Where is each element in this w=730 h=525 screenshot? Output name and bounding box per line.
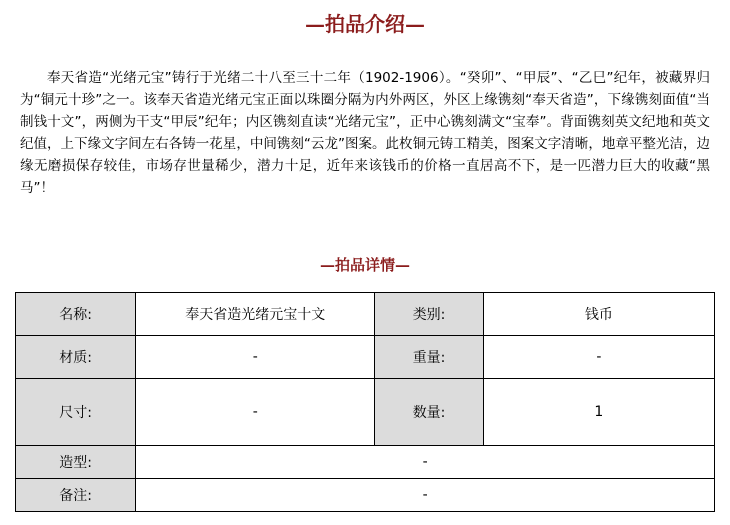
details-row-shape	[16, 446, 715, 479]
intro-paragraph: 奉天省造“光绪元宝”铸行于光绪二十八至三十二年（1902-1906）。“癸卯”、“甲辰”、“乙巳”纪年，被藏界归为“铜元十珍”之一。该奉天省造光绪元宝正面以珠圈分隔为内外两区，外区上缘镌刻“奉天省造”，下缘镌刻面值“当制钱十文”，两侧为干支“甲辰”纪年；内区镌刻直读“光绪元宝”，正中心镌刻满文“宝奉”。背面镌刻英文纪地和英文纪值，上下缘文字间左右各铸一花星，中间镌刻“云龙”图案。此枚铜元铸工精美，图案文字清晰，地章平整光洁，边缘无磨损保存较佳，市场存世量稀少，潜力十足，近年来该钱币的价格一直居高不下，是一匹潜力巨大的收藏“黑马”！	[20, 70, 710, 196]
weight-label: 重量:	[375, 336, 483, 379]
details-table	[15, 292, 715, 512]
material-value: -	[136, 336, 375, 379]
details-row-size	[16, 379, 715, 446]
shape-value: -	[136, 446, 715, 479]
material-label: 材质:	[16, 336, 136, 379]
remark-value: -	[136, 479, 715, 512]
name-label: 名称:	[16, 293, 136, 336]
intro-heading: —拍品介绍—	[305, 12, 425, 36]
details-row-name	[16, 293, 715, 336]
remark-label: 备注:	[16, 479, 136, 512]
quantity-label: 数量:	[375, 379, 483, 446]
name-value: 奉天省造光绪元宝十文	[136, 293, 375, 336]
size-value: -	[136, 379, 375, 446]
details-row-material	[16, 336, 715, 379]
category-label: 类别:	[375, 293, 483, 336]
shape-label: 造型:	[16, 446, 136, 479]
details-heading: —拍品详情—	[319, 256, 410, 274]
quantity-value: 1	[483, 379, 714, 446]
size-label: 尺寸:	[16, 379, 136, 446]
category-value: 钱币	[483, 293, 714, 336]
weight-value: -	[483, 336, 714, 379]
details-row-remark	[16, 479, 715, 512]
